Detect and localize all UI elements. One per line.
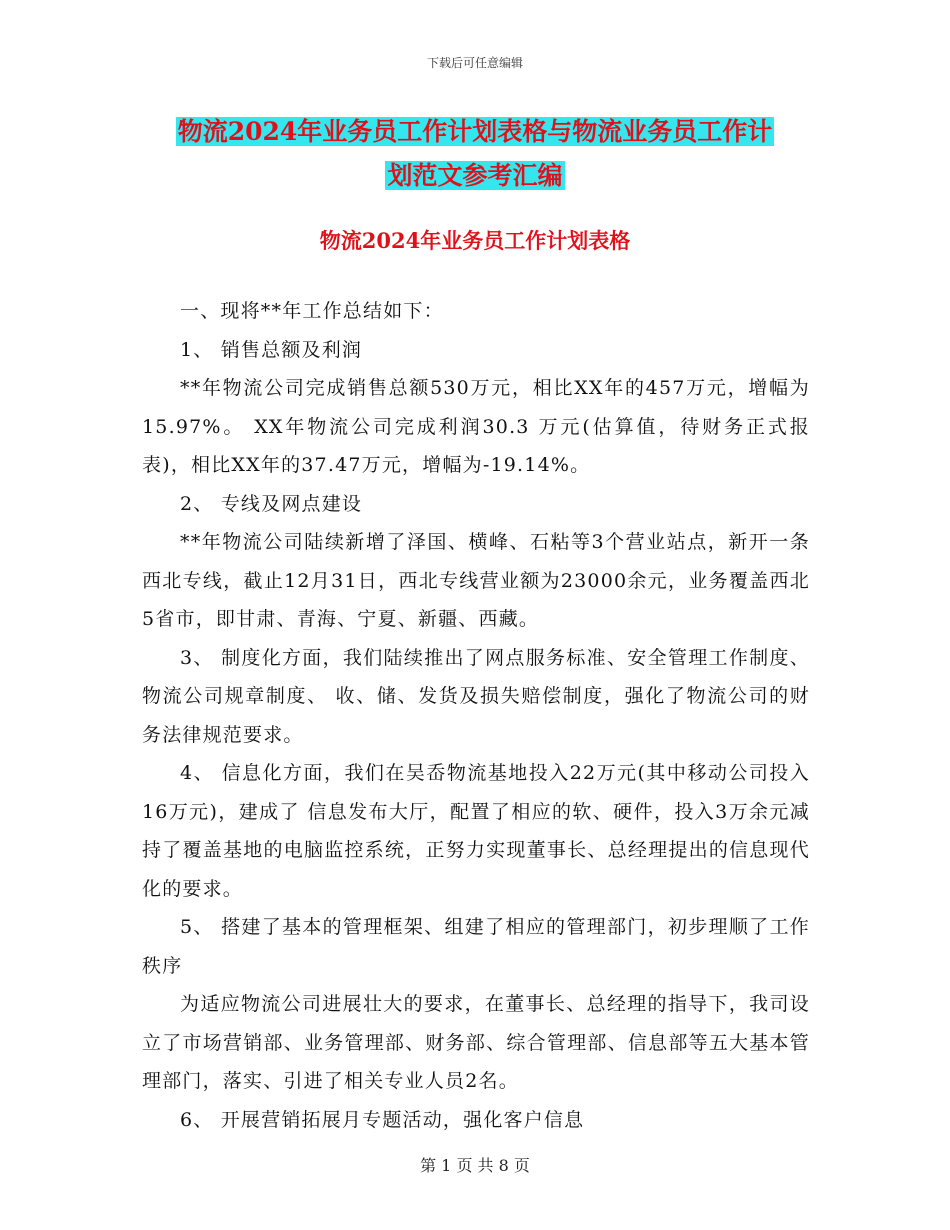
document-body xyxy=(142,292,810,1139)
section-title: 物流2024年业务员工作计划表格 xyxy=(319,228,631,253)
paragraph: 2、 专线及网点建设 xyxy=(180,492,363,515)
document-title xyxy=(140,110,810,198)
paragraph: 一、现将**年工作总结如下： xyxy=(180,300,444,322)
paragraph: 为适应物流公司进展壮大的要求，在董事长、总经理的指导下，我司设立了市场营销部、业务管理部、财务部、综合管理部、信息部等五大基本管理部门，落实、引进了相关专业人员2名。 xyxy=(142,993,810,1092)
paragraph: 3、 制度化方面，我们陆续推出了网点服务标准、安全管理工作制度、物流公司规章制度、 收、储、发货及损失赔偿制度，强化了物流公司的财务法律规范要求。 xyxy=(142,646,810,746)
paragraph: **年物流公司陆续新增了泽国、横峰、石粘等3个营业站点，新开一条西北专线，截止12月31日，西北专线营业额为23000余元，业务覆盖西北5省市，即甘肃、青海、宁夏、新疆、西藏。 xyxy=(142,531,810,630)
paragraph: 5、 搭建了基本的管理框架、组建了相应的管理部门，初步理顺了工作秩序 xyxy=(142,916,810,977)
header-note: 下载后可任意编辑 xyxy=(426,56,523,70)
paragraph: 6、 开展营销拓展月专题活动，强化客户信息 xyxy=(180,1108,585,1131)
paragraph: 4、 信息化方面，我们在吴岙物流基地投入22万元(其中移动公司投入16万元)，建成了 信息发布大厅，配置了相应的软、硬件，投入3万余元减持了覆盖基地的电脑监控系统，正努力实现董事长、总经理提出的信息现代化的要求。 xyxy=(142,762,810,900)
paragraph: 1、 销售总额及利润 xyxy=(180,338,363,361)
page-footer: 第 1 页 共 8 页 xyxy=(420,1156,530,1175)
paragraph: **年物流公司完成销售总额530万元，相比XX年的457万元，增幅为15.97%。 XX年物流公司完成利润30.3 万元(估算值，待财务正式报表)，相比XX年的37.47万元，增幅为-19.14%。 xyxy=(142,377,810,476)
document-title-line-2: 划范文参考汇编 xyxy=(387,161,563,190)
document-title-line-1: 物流2024年业务员工作计划表格与物流业务员工作计 xyxy=(177,117,773,146)
